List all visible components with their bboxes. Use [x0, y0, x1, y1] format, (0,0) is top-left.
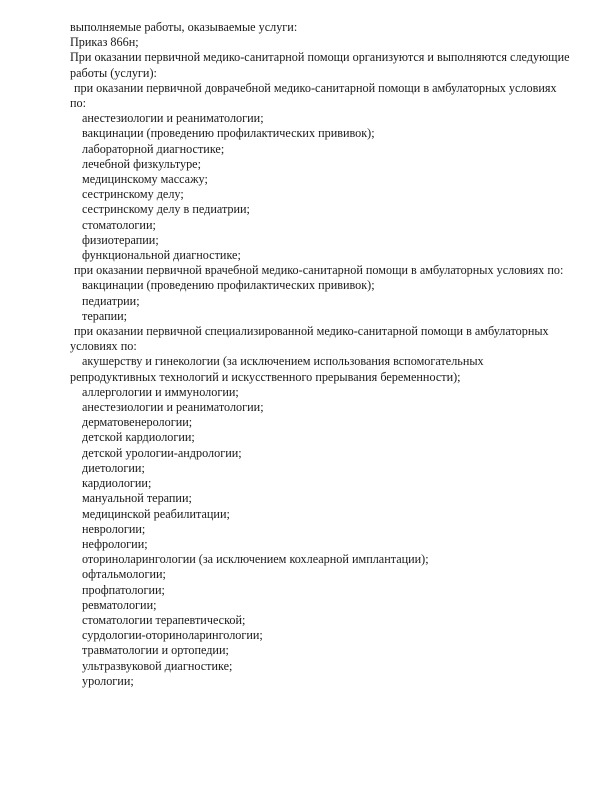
list-item: сестринскому делу;	[82, 187, 184, 202]
list-item: физиотерапии;	[82, 232, 159, 247]
list-item: ревматологии;	[82, 597, 157, 612]
section-specialized	[70, 324, 570, 689]
list-item: медицинской реабилитации;	[82, 506, 230, 521]
list-item: ультразвуковой диагностике;	[82, 658, 233, 673]
list-item: нефрологии;	[82, 536, 148, 551]
list-item: травматологии и ортопедии;	[82, 643, 229, 658]
section-prehospital	[70, 81, 570, 263]
section-title: при оказании первичной врачебной медико-санитарной помощи в амбулаторных условиях по:	[74, 263, 564, 278]
list-item: детской кардиологии;	[82, 430, 195, 445]
list-item: дерматовенерологии;	[82, 415, 193, 430]
list-item: педиатрии;	[82, 293, 140, 308]
list-item: оториноларингологии (за исключением кохлеарной имплантации);	[82, 552, 429, 567]
list-item: вакцинации (проведению профилактических прививок);	[82, 126, 375, 141]
list-item: аллергологии и иммунологии;	[82, 384, 239, 399]
list-item: терапии;	[82, 308, 128, 323]
list-item: неврологии;	[82, 521, 146, 536]
list-item: стоматологии;	[82, 217, 156, 232]
list-item: сурдологии-оториноларингологии;	[82, 628, 263, 643]
list-item: офтальмологии;	[82, 567, 166, 582]
section-title: при оказании первичной доврачебной медико-санитарной помощи в амбулаторных условиях по:	[70, 80, 560, 111]
list-item: мануальной терапии;	[82, 491, 192, 506]
list-item: анестезиологии и реаниматологии;	[82, 111, 264, 126]
order-reference: Приказ 866н;	[70, 35, 139, 50]
list-item: урологии;	[82, 673, 134, 688]
list-item: анестезиологии и реаниматологии;	[82, 400, 264, 415]
list-item: медицинскому массажу;	[82, 172, 208, 187]
list-item: профпатологии;	[82, 582, 165, 597]
list-item: детской урологии-андрологии;	[82, 445, 242, 460]
list-item: диетологии;	[82, 460, 145, 475]
heading-line: выполняемые работы, оказываемые услуги:	[70, 20, 298, 34]
list-item: сестринскому делу в педиатрии;	[82, 202, 250, 217]
document-page	[70, 20, 573, 689]
list-item: кардиологии;	[82, 476, 152, 491]
list-item: лечебной физкультуре;	[82, 156, 201, 171]
list-item: вакцинации (проведению профилактических прививок);	[82, 278, 375, 293]
section-primary-physician	[70, 263, 570, 324]
list-item: стоматологии терапевтической;	[82, 612, 246, 627]
intro-paragraph: При оказании первичной медико-санитарной помощи организуются и выполняются следующие работы (услуги):	[70, 50, 573, 80]
list-item: лабораторной диагностике;	[82, 141, 225, 156]
section-title: при оказании первичной специализированной медико-санитарной помощи в амбулаторных условиях по:	[70, 324, 552, 354]
list-item: акушерству и гинекологии (за исключением использования вспомогательных репродуктивных технологий и искусственного прерывания беременности);	[70, 354, 487, 384]
list-item: функциональной диагностике;	[82, 248, 241, 263]
